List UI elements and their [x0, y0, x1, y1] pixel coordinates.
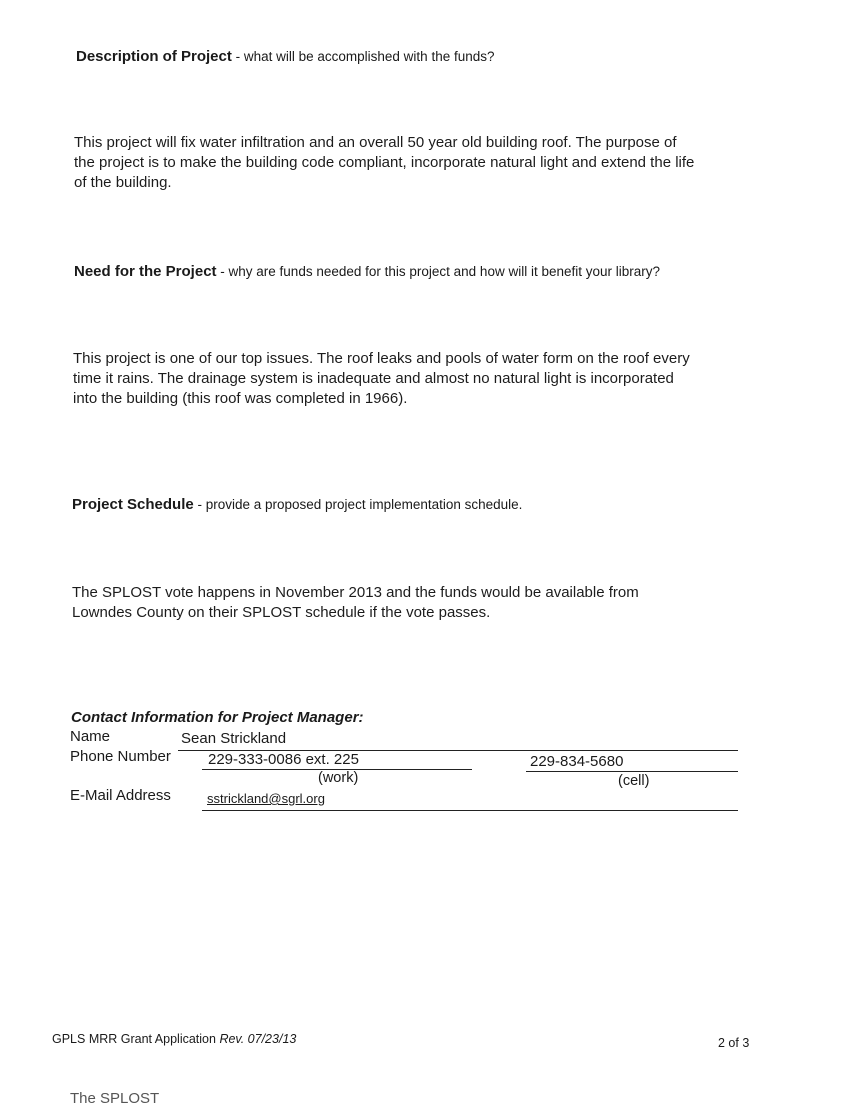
paragraph-line: into the building (this roof was completed in 1966).	[73, 390, 408, 407]
email-underline	[202, 810, 738, 811]
paragraph-line: This project is one of our top issues. The roof leaks and pools of water form on the roof every	[73, 350, 690, 367]
cell-caption: (cell)	[618, 773, 650, 789]
section-description-body	[74, 133, 694, 193]
email-value: sstrickland@sgrl.org	[207, 791, 325, 806]
footer-form-id	[52, 1032, 296, 1046]
paragraph-line: of the building.	[74, 174, 172, 191]
paragraph-line: This project will fix water infiltration and an overall 50 year old building roof. The purpose of	[74, 134, 677, 151]
footer-page-number: 2 of 3	[718, 1036, 750, 1050]
email-label: E-Mail Address	[70, 787, 171, 804]
phone-work-value: 229-333-0086 ext. 225	[208, 751, 359, 768]
section-prompt: - provide a proposed project implementation schedule.	[193, 497, 523, 512]
section-prompt: - why are funds needed for this project and how will it benefit your library?	[216, 264, 661, 279]
name-value: Sean Strickland	[181, 730, 287, 747]
phone-cell-value: 229-834-5680	[530, 753, 624, 770]
section-title: Project Schedule	[72, 496, 194, 513]
cut-off-text: The SPLOST	[70, 1090, 160, 1107]
phone-label: Phone Number	[70, 748, 171, 765]
section-title: Description of Project	[76, 48, 232, 65]
section-prompt: - what will be accomplished with the funds?	[231, 49, 495, 64]
paragraph-line: The SPLOST vote happens in November 2013 and the funds would be available from	[72, 584, 639, 601]
work-caption: (work)	[318, 770, 359, 786]
name-label: Name	[70, 728, 111, 745]
section-title: Need for the Project	[74, 263, 217, 280]
footer-form-name: GPLS MRR Grant Application	[52, 1032, 220, 1046]
section-need-body	[73, 349, 690, 409]
section-schedule-body	[72, 583, 639, 623]
paragraph-line: time it rains. The drainage system is inadequate and almost no natural light is incorporated	[73, 370, 674, 387]
phone-cell-underline	[526, 771, 738, 772]
section-description-header	[76, 48, 495, 66]
paragraph-line: the project is to make the building code compliant, incorporate natural light and extend the life	[74, 154, 695, 171]
contact-heading: Contact Information for Project Manager:	[71, 709, 364, 726]
section-need-header	[74, 263, 660, 281]
footer-revision: Rev. 07/23/13	[219, 1032, 297, 1046]
section-schedule-header	[72, 496, 522, 514]
paragraph-line: Lowndes County on their SPLOST schedule if the vote passes.	[72, 604, 491, 621]
